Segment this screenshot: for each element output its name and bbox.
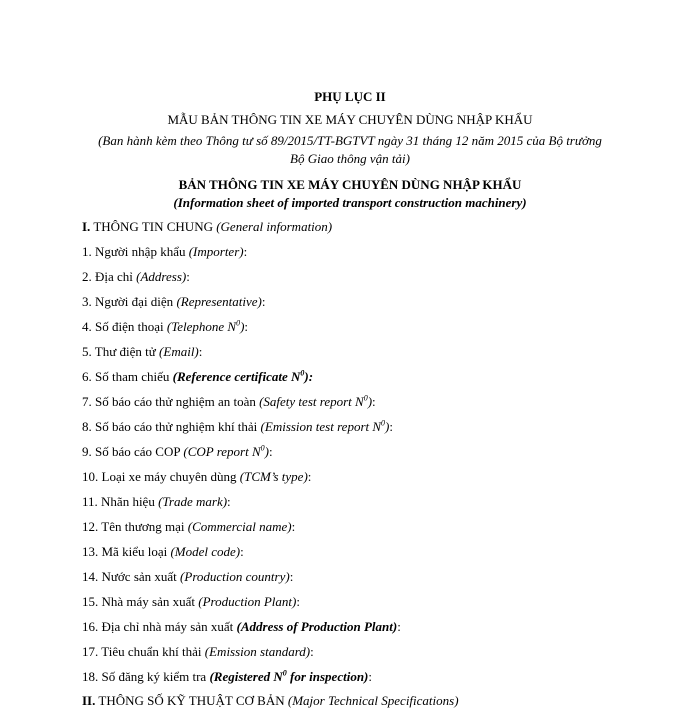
field-number: 6. (82, 369, 92, 384)
field-item (82, 444, 273, 460)
appendix-heading: PHỤ LỤC II (314, 89, 386, 104)
field-label-english: (Reference certificate N (172, 369, 301, 384)
field-item (82, 244, 247, 260)
field-number: 16. (82, 619, 99, 634)
sheet-title-english: (Information sheet of imported transport construction machinery) (173, 195, 527, 210)
field-label: Tiêu chuẩn khí thải (101, 644, 202, 659)
superscript: 0 (381, 418, 386, 428)
field-label: Số tham chiếu (95, 369, 170, 384)
field-label-english: (Commercial name) (187, 519, 292, 534)
field-number: 12. (82, 519, 99, 534)
field-number: 7. (82, 394, 92, 409)
field-item (82, 619, 401, 635)
field-item (82, 594, 300, 610)
field-item (82, 494, 231, 510)
field-label: Số báo cáo thử nghiệm khí thải (95, 419, 258, 434)
superscript: 0 (260, 443, 265, 453)
field-number: 15. (82, 594, 99, 609)
issued-by-line-2: Bộ Giao thông vận tải) (290, 151, 410, 166)
field-label-english: (Registered N (209, 669, 283, 684)
field-item (82, 344, 202, 360)
field-colon: : (372, 394, 376, 409)
field-number: 8. (82, 419, 92, 434)
field-label: Số đăng ký kiểm tra (101, 669, 207, 684)
field-label: Thư điện tử (94, 344, 156, 359)
field-label: Số điện thoại (95, 319, 164, 334)
field-label-english: (Email) (159, 344, 199, 359)
field-item (82, 544, 244, 560)
field-label-english: (Importer) (188, 244, 244, 259)
field-number: 11. (82, 494, 98, 509)
section-title: THÔNG TIN CHUNG (93, 219, 213, 234)
superscript: 0 (300, 368, 305, 378)
field-label-english: (Trade mark) (158, 494, 228, 509)
field-item (82, 519, 295, 535)
section-title-english: (General information) (216, 219, 333, 234)
field-number: 10. (82, 469, 99, 484)
field-number: 14. (82, 569, 99, 584)
field-number: 1. (82, 244, 92, 259)
field-number: 18. (82, 669, 99, 684)
field-label-english-end: ) (367, 394, 373, 409)
field-item (82, 319, 248, 335)
field-item (82, 644, 314, 660)
field-colon: : (240, 544, 244, 559)
superscript: 0 (236, 318, 241, 328)
superscript: 0 (363, 393, 368, 403)
field-label-english-end: ) (240, 319, 245, 334)
field-number: 17. (82, 644, 99, 659)
field-label: Người nhập khẩu (95, 244, 186, 259)
superscript: 0 (282, 668, 287, 678)
field-label: Địa chỉ nhà máy sản xuất (101, 619, 234, 634)
field-item (82, 569, 293, 585)
field-label-english: (Representative) (176, 294, 262, 309)
section-title: THÔNG SỐ KỸ THUẬT CƠ BẢN (98, 693, 285, 708)
field-item (82, 294, 265, 310)
section-number: II. (82, 693, 96, 708)
field-item (82, 269, 190, 285)
field-label-english-end: ): (304, 369, 314, 384)
field-label-english: (Address of Production Plant) (236, 619, 398, 634)
field-colon: : (243, 244, 248, 259)
field-item (82, 394, 376, 410)
field-item (82, 419, 393, 435)
field-colon: : (296, 594, 300, 609)
field-number: 3. (82, 294, 92, 309)
field-colon: : (186, 269, 190, 284)
field-number: 9. (82, 444, 92, 459)
field-colon: : (269, 444, 273, 459)
field-label-english: (COP report N (183, 444, 261, 459)
field-colon: : (291, 519, 296, 534)
field-colon: : (198, 344, 203, 359)
field-colon: : (368, 669, 373, 684)
field-colon: : (389, 419, 394, 434)
field-item (82, 669, 372, 685)
sheet-title: BẢN THÔNG TIN XE MÁY CHUYÊN DÙNG NHẬP KHẨU (178, 177, 522, 192)
field-item (82, 469, 311, 485)
field-label: Người đại diện (95, 294, 174, 309)
field-label-english: (Address) (136, 269, 187, 284)
field-number: 2. (82, 269, 92, 284)
field-label-english: (Safety test report N (259, 394, 364, 409)
field-label: Tên thương mại (101, 519, 185, 534)
field-label: Nhà máy sản xuất (101, 594, 196, 609)
field-colon: : (397, 619, 401, 634)
field-colon: : (261, 294, 266, 309)
field-label-english: (Emission test report N (260, 419, 382, 434)
field-label-english: (Model code) (170, 544, 241, 559)
field-label-english: (Production country) (180, 569, 290, 584)
form-title: MẪU BẢN THÔNG TIN XE MÁY CHUYÊN DÙNG NHẬP KHẨU (167, 112, 533, 127)
field-label: Nhãn hiệu (101, 494, 155, 509)
field-number: 4. (82, 319, 92, 334)
field-label: Nước sản xuất (101, 569, 177, 584)
field-label: Số báo cáo thử nghiệm an toàn (95, 394, 256, 409)
field-colon: : (227, 494, 231, 509)
field-label-english: (Emission standard) (204, 644, 311, 659)
section-major-technical-specifications (82, 693, 459, 709)
field-label-english-end: for inspection) (286, 669, 369, 684)
section-number: I. (82, 219, 91, 234)
field-label-english-end: ) (264, 444, 269, 459)
issued-by-line-1: (Ban hành kèm theo Thông tư số 89/2015/TT-BGTVT ngày 31 tháng 12 năm 2015 của Bộ trưởng (98, 133, 602, 148)
field-number: 13. (82, 544, 99, 559)
field-colon: : (307, 469, 312, 484)
field-colon: : (244, 319, 249, 334)
field-label-english: (Production Plant) (198, 594, 297, 609)
field-label: Số báo cáo COP (95, 444, 181, 459)
field-label-english: (TCM’s type) (239, 469, 308, 484)
field-label-english: (Telephone N (166, 319, 237, 334)
section-general-information (82, 219, 332, 235)
section-title-english: (Major Technical Specifications) (287, 693, 459, 708)
field-label-english-end: ) (385, 419, 390, 434)
field-label: Địa chỉ (95, 269, 133, 284)
field-item (82, 369, 313, 385)
field-label: Loại xe máy chuyên dùng (101, 469, 237, 484)
field-number: 5. (82, 344, 92, 359)
field-colon: : (289, 569, 294, 584)
field-colon: : (310, 644, 314, 659)
field-label: Mã kiểu loại (101, 544, 168, 559)
